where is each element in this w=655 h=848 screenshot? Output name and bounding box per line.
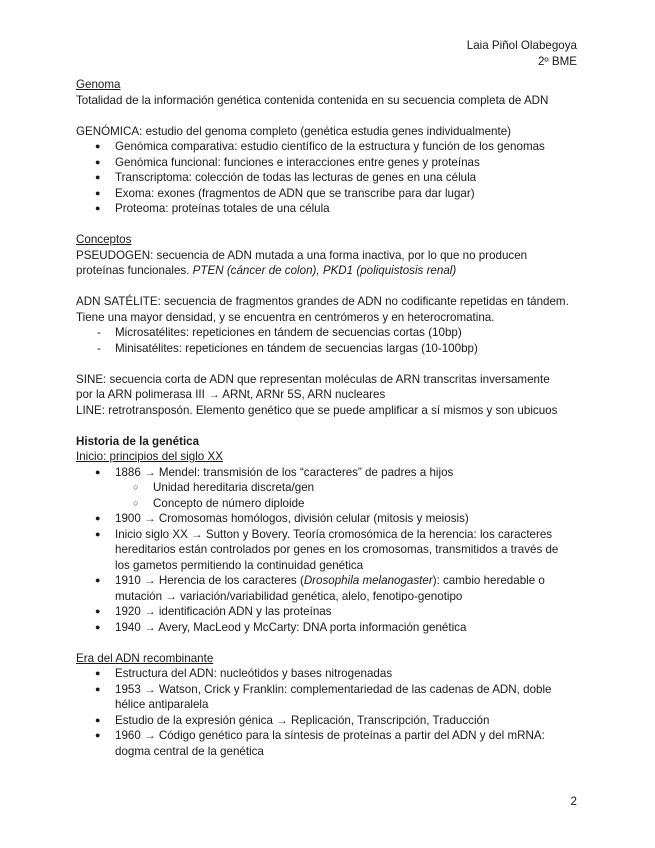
author-name: Laia Piñol Olabegoya (466, 39, 577, 52)
era-1953-line: ● 1953 → Watson, Crick y Franklin: complementariedad de las cadenas de ADN, doble (115, 682, 552, 696)
list-item: ● Genómica funcional: funciones e interacciones entre genes y proteínas (76, 155, 581, 171)
pseudogen-line: PSEUDOGEN: secuencia de ADN mutada a una forma inactiva, por lo que no producen (76, 248, 528, 262)
subsection-title-era: Era del ADN recombinante (76, 651, 214, 665)
sutton-line: hereditarios están controlados por genes en los cromosomas, transmitidos a través de (115, 543, 559, 556)
list-item: ● Exoma: exones (fragmentos de ADN que se transcribe para dar lugar) (76, 186, 581, 202)
sutton-line: ● Inicio siglo XX → Sutton y Bovery. Teoría cromosómica de la herencia: los caracteres (115, 527, 553, 541)
list-item (76, 682, 581, 713)
list-item: ● Genómica comparativa: estudio científico de la estructura y función de los genomas (76, 139, 581, 155)
sutton-line: los gametos permitiendo la continuidad genética (115, 558, 364, 572)
pseudogen-examples: PTEN (cáncer de colon), PKD1 (poliquistosis renal) (192, 264, 457, 277)
section-title-conceptos: Conceptos (76, 233, 132, 246)
genomica-intro: GENÓMICA: estudio del genoma completo (genética estudia genes individualmente) (76, 124, 512, 138)
historia-list (76, 465, 581, 636)
era-1960-line: ● 1960 → Código genético para la síntesis de proteínas a partir del ADN y del mRNA: (115, 729, 545, 742)
list-item: ○ Concepto de número diploide (76, 496, 581, 512)
satelite-line: ADN SATÉLITE: secuencia de fragmentos grandes de ADN no codificante repetidas en tándem. (76, 295, 569, 308)
item-1910-text: ): cambio heredable o (432, 574, 545, 587)
list-item: ○ Unidad hereditaria discreta/gen (76, 480, 581, 496)
list-item: ● 1920 → identificación ADN y las proteínas (76, 604, 581, 620)
item-1910-text: 1910 → Herencia de los caracteres ( (115, 574, 304, 587)
list-item: ● Estudio de la expresión génica → Replicación, Transcripción, Traducción (76, 713, 581, 729)
list-item (76, 573, 581, 604)
era-1960-line: dogma central de la genética (115, 744, 264, 758)
list-item: - Microsatélites: repeticiones en tándem de secuencias cortas (10bp) (76, 325, 581, 341)
list-item: ● Proteoma: proteínas totales de una célula (76, 201, 581, 217)
list-item (76, 465, 581, 512)
list-item (76, 728, 581, 759)
section-title-genoma: Genoma (76, 78, 121, 91)
section-title-historia: Historia de la genética (76, 434, 200, 448)
species-name: Drosophila melanogaster (303, 574, 433, 587)
satelite-list (76, 325, 581, 356)
document-body (76, 77, 581, 759)
line-definition: LINE: retrotransposón. Elemento genético que se puede amplificar a sí mismos y son ubicuos (76, 403, 558, 417)
list-item: ● 1900 → Cromosomas homólogos, división celular (mitosis y meiosis) (76, 511, 581, 527)
list-item: ● 1940 → Avery, MacLeod y McCarty: DNA porta información genética (76, 620, 581, 636)
pseudogen-line (76, 263, 581, 279)
mendel-text: 1886 → Mendel: transmisión de los “caracteres” de padres a hijos (115, 465, 454, 479)
sine-line: por la ARN polimerasa III → ARNt, ARNr 5S, ARN nucleares (76, 388, 386, 401)
list-item: ● Estructura del ADN: nucleótidos y bases nitrogenadas (76, 666, 581, 682)
genoma-definition: Totalidad de la información genética contenida contenida en su secuencia completa de ADN (76, 93, 549, 107)
list-item (76, 527, 581, 574)
list-item: - Minisatélites: repeticiones en tándem de secuencias largas (10-100bp) (76, 341, 581, 357)
sine-line: SINE: secuencia corta de ADN que representan moléculas de ARN transcritas inversamente (76, 372, 550, 386)
list-item: ● Transcriptoma: colección de todas las lecturas de genes en una célula (76, 170, 581, 186)
mendel-sublist (76, 480, 581, 511)
page-header (467, 38, 577, 70)
satelite-line: Tiene una mayor densidad, y se encuentra en centrómeros y en heterocromatina. (76, 310, 495, 324)
item-1910-line: mutación → variación/variabilidad genética, alelo, fenotipo-genotipo (115, 589, 463, 603)
genomica-list (76, 139, 581, 217)
era-1953-line: hélice antiparalela (115, 698, 209, 711)
era-list (76, 666, 581, 759)
class-label: 2º BME (537, 55, 577, 68)
pseudogen-text: proteínas funcionales. (76, 264, 193, 277)
subsection-title-inicio: Inicio: principios del siglo XX (76, 450, 223, 463)
page-number: 2 (570, 795, 577, 808)
